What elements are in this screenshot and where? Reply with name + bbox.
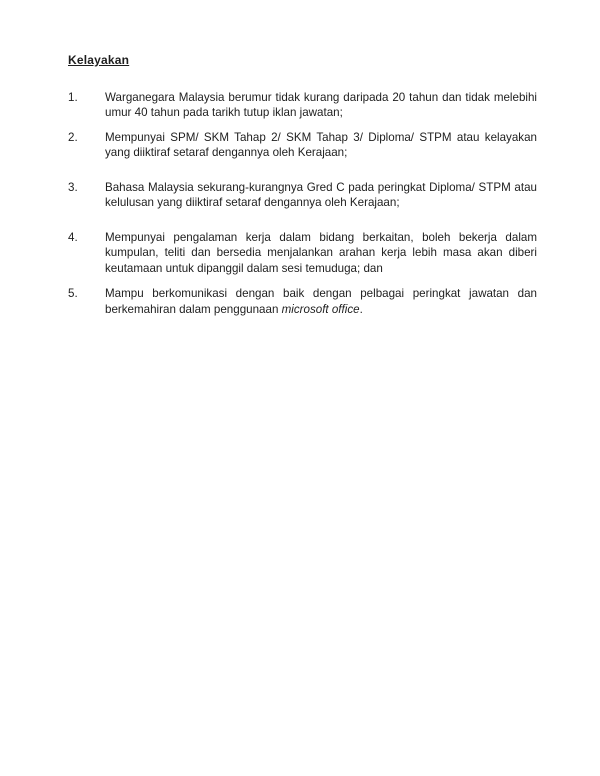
list-item-number: 2. (68, 130, 78, 144)
list-item (68, 130, 537, 161)
list-item-text: Mempunyai pengalaman kerja dalam bidang berkaitan, boleh bekerja dalam kumpulan, teliti dan bersedia menjalankan arahan kerja lebih masa akan diberi keutamaan untuk dipanggil dalam sesi temuduga; dan (105, 230, 537, 275)
list-item-text (105, 286, 537, 317)
list-item (68, 90, 537, 121)
list-item-number: 3. (68, 180, 78, 194)
page-title: Kelayakan (68, 53, 130, 67)
list-item (68, 286, 537, 317)
list-item-number: 5. (68, 287, 78, 300)
list-item-text-suffix: . (359, 302, 363, 316)
list-item (68, 180, 537, 211)
list-item-text-italic: microsoft office (281, 302, 360, 316)
list-item-text-part: Mampu berkomunikasi dengan baik dengan pelbagai peringkat jawatan dan berkemahiran dalam penggunaan (105, 287, 537, 316)
list-item-number: 1. (68, 90, 78, 104)
list-item-number: 4. (68, 230, 78, 244)
list-item-text: Bahasa Malaysia sekurang-kurangnya Gred C pada peringkat Diploma/ STPM atau kelulusan yang diiktiraf setaraf dengannya oleh Kerajaan; (105, 180, 537, 209)
list-item-text: Warganegara Malaysia berumur tidak kurang daripada 20 tahun dan tidak melebihi umur 40 tahun pada tarikh tutup iklan jawatan; (105, 90, 537, 119)
list-item (68, 230, 537, 277)
document-content (68, 53, 537, 317)
list-item-text: Mempunyai SPM/ SKM Tahap 2/ SKM Tahap 3/ Diploma/ STPM atau kelayakan yang diiktiraf setaraf dengannya oleh Kerajaan; (105, 130, 537, 159)
